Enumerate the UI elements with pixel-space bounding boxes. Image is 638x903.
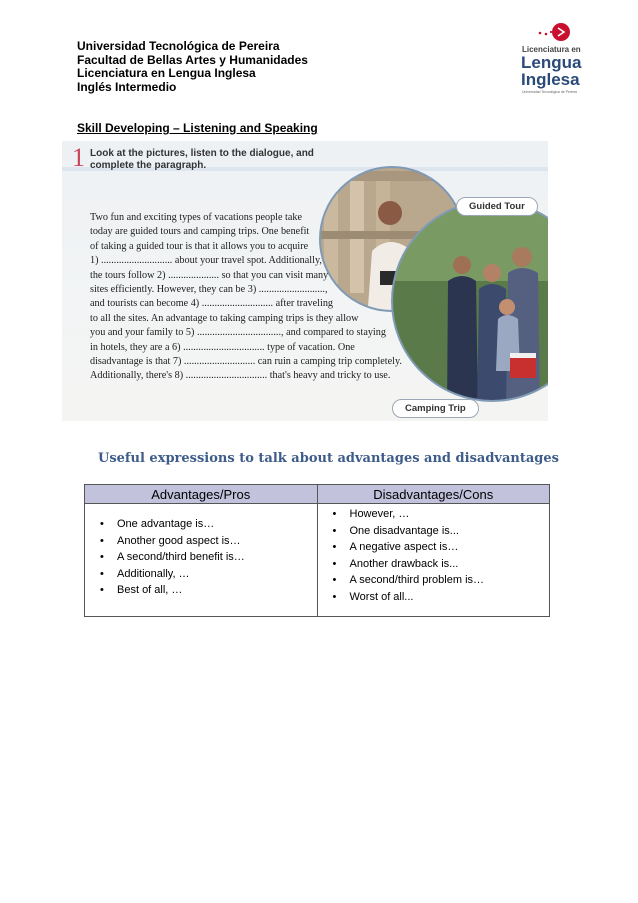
pros-header: Advantages/Pros <box>85 485 318 504</box>
paragraph-line: in hotels, they are a 6) ................................ type of vacation. One <box>90 341 355 353</box>
table-header-row <box>85 485 550 504</box>
logo-dot-icon <box>550 31 552 33</box>
table-row <box>85 504 550 617</box>
list-item: • A negative aspect is… <box>350 539 550 556</box>
cons-header: Disadvantages/Cons <box>317 485 550 504</box>
logo-line-1: Licenciatura en <box>522 45 581 54</box>
skill-title: Skill Developing – Listening and Speaking <box>77 121 318 135</box>
list-item: • A second/third problem is… <box>350 572 550 589</box>
list-item: • Another good aspect is… <box>117 533 317 550</box>
list-item: • Worst of all... <box>350 589 550 606</box>
list-item: • Another drawback is... <box>350 556 550 573</box>
paragraph-line: of taking a guided tour is that it allows you to acquire <box>90 240 309 252</box>
paragraph-line: today are guided tours and camping trips. One benefit <box>90 226 310 238</box>
paragraph-line: the tours follow 2) .................... so that you can visit many <box>90 269 329 281</box>
list-item: • However, … <box>350 506 550 523</box>
logo-dot-icon <box>539 32 542 35</box>
list-item: • Best of all, … <box>117 582 317 599</box>
guided-tour-label: Guided Tour <box>456 197 538 216</box>
list-item: • One advantage is… <box>117 516 317 533</box>
course-name: Inglés Intermedio <box>77 79 177 94</box>
camping-trip-label: Camping Trip <box>392 399 479 418</box>
paragraph-line: sites efficiently. However, they can be 3) .........................., <box>90 284 328 296</box>
list-item: • One disadvantage is... <box>350 523 550 540</box>
logo-line-2: Lengua <box>521 53 582 72</box>
logo-dot-icon <box>545 33 548 36</box>
program-logo <box>518 22 590 96</box>
paragraph-line: 1) ............................ about your travel spot. Additionally, <box>90 255 322 267</box>
pros-cell <box>85 504 318 617</box>
paragraph-line: you and your family to 5) ................................., and compared to staying <box>90 327 386 339</box>
paragraph-line: Two fun and exciting types of vacations people take <box>90 212 303 223</box>
paragraph-line: disadvantage is that 7) ............................ can ruin a camping trip completely. <box>90 356 402 368</box>
document-header <box>77 40 308 94</box>
exercise-number: 1 <box>72 143 85 172</box>
list-item: • A second/third benefit is… <box>117 549 317 566</box>
expressions-table <box>84 484 550 617</box>
exercise-instruction: Look at the pictures, listen to the dialogue, and complete the paragraph. <box>90 148 314 171</box>
exercise-image <box>62 141 548 421</box>
exercise-paragraph <box>90 211 410 384</box>
cons-cell <box>317 504 550 617</box>
cons-list <box>318 504 550 605</box>
logo-line-4: Universidad Tecnológica de Pereira <box>522 90 577 94</box>
paragraph-line: to all the sites. An advantage to taking camping trips is they allow <box>90 312 359 324</box>
university-name: Universidad Tecnológica de Pereira <box>77 39 280 53</box>
logo-red-circle <box>552 23 570 41</box>
paragraph-line: and tourists can become 4) ............................ after traveling <box>90 298 334 310</box>
pros-list <box>85 504 317 599</box>
list-item: • Additionally, … <box>117 566 317 583</box>
program-name: Licenciatura en Lengua Inglesa <box>77 66 256 80</box>
logo-line-3: Inglesa <box>521 70 580 89</box>
paragraph-line: Additionally, there's 8) ................................ that's heavy and tricky to use. <box>90 370 391 382</box>
useful-expressions-title: Useful expressions to talk about advantages and disadvantages <box>98 451 559 466</box>
faculty-name: Facultad de Bellas Artes y Humanidades <box>77 52 308 67</box>
